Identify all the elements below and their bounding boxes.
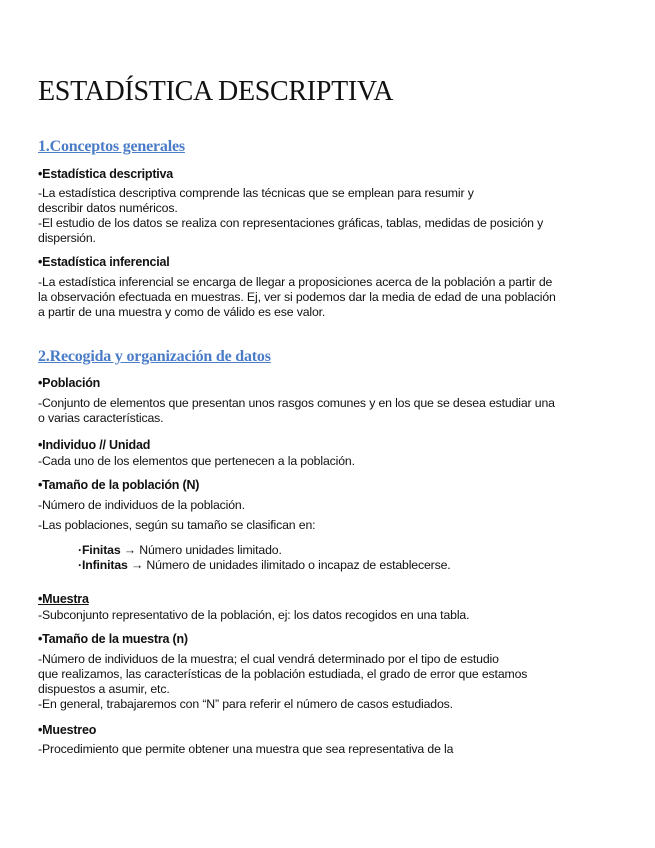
paragraph-line: la observación efectuada en muestras. Ej, ver si podemos dar la media de edad de una población	[38, 290, 556, 304]
paragraph-line: -Número de individuos de la población.	[38, 498, 245, 512]
paragraph-line: dispersión.	[38, 231, 96, 245]
subheading-poblacion: •Población	[38, 376, 101, 390]
list-item-finitas	[78, 543, 282, 558]
paragraph-line: -Subconjunto representativo de la población, ej: los datos recogidos en una tabla.	[38, 608, 470, 622]
paragraph-line: describir datos numéricos.	[38, 201, 178, 215]
finitas-label: ·Finitas	[78, 543, 121, 557]
paragraph-line: -La estadística inferencial se encarga de llegar a proposiciones acerca de la población a partir de	[38, 275, 553, 289]
page-title: ESTADÍSTICA DESCRIPTIVA	[38, 76, 394, 107]
paragraph-line: -Cada uno de los elementos que pertenecen a la población.	[38, 454, 355, 468]
paragraph-line: -Las poblaciones, según su tamaño se clasifican en:	[38, 518, 316, 532]
paragraph-line: dispuestos a asumir, etc.	[38, 682, 170, 696]
paragraph-line: -El estudio de los datos se realiza con representaciones gráficas, tablas, medidas de posición y	[38, 216, 544, 230]
subheading-estadistica-inferencial: •Estadística inferencial	[38, 255, 170, 269]
paragraph-line: que realizamos, las características de la población estudiada, el grado de error que estamos	[38, 667, 528, 681]
paragraph-line: -En general, trabajaremos con “N” para referir el número de casos estudiados.	[38, 697, 453, 711]
subheading-tamano-poblacion: •Tamaño de la población (N)	[38, 478, 200, 492]
subheading-estadistica-descriptiva: •Estadística descriptiva	[38, 167, 174, 181]
infinitas-label: ·Infinitas	[78, 558, 128, 572]
section-heading-recogida-datos[interactable]: 2.Recogida y organización de datos	[38, 348, 271, 365]
paragraph-line: a partir de una muestra y como de válido es ese valor.	[38, 305, 326, 319]
paragraph-line: -Procedimiento que permite obtener una muestra que sea representativa de la	[38, 742, 454, 756]
subheading-muestra: •Muestra	[38, 592, 89, 606]
infinitas-text: → Número de unidades ilimitado o incapaz de establecerse.	[127, 558, 451, 572]
paragraph-line: -Número de individuos de la muestra; el cual vendrá determinado por el tipo de estudio	[38, 652, 499, 666]
finitas-text: → Número unidades limitado.	[120, 543, 282, 557]
subheading-muestreo: •Muestreo	[38, 723, 97, 737]
subheading-tamano-muestra: •Tamaño de la muestra (n)	[38, 632, 188, 646]
paragraph-line: -La estadística descriptiva comprende las técnicas que se emplean para resumir y	[38, 186, 474, 200]
section-heading-conceptos-generales[interactable]: 1.Conceptos generales	[38, 138, 185, 155]
list-item-infinitas	[78, 558, 451, 573]
subheading-individuo-unidad: •Individuo // Unidad	[38, 438, 151, 452]
paragraph-line: o varias características.	[38, 411, 164, 425]
paragraph-line: -Conjunto de elementos que presentan unos rasgos comunes y en los que se desea estudiar una	[38, 396, 555, 410]
